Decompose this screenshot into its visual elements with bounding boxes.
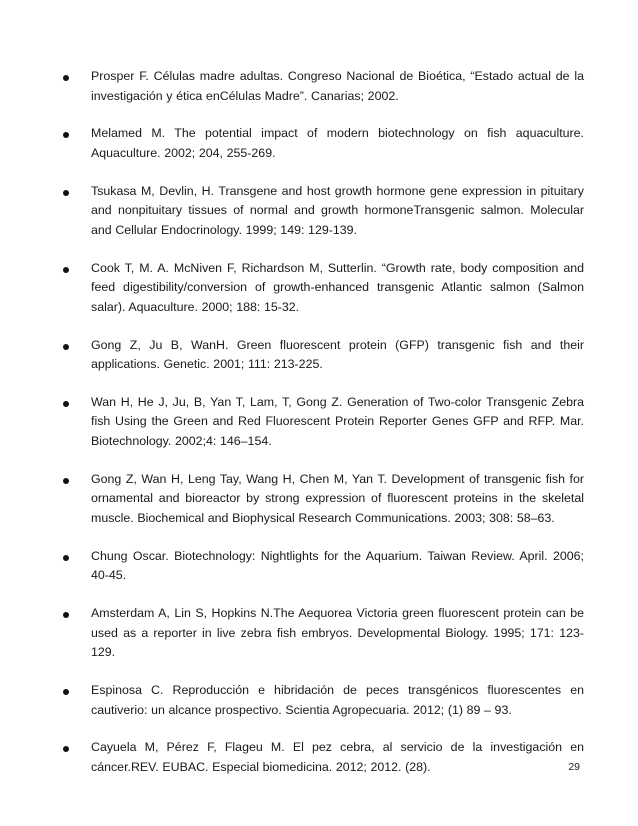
reference-item	[60, 259, 584, 318]
bullet-icon	[63, 75, 69, 81]
reference-item	[60, 393, 584, 452]
bullet-icon	[63, 190, 69, 196]
reference-text: Gong Z, Ju B, WanH. Green fluorescent protein (GFP) transgenic fish and their applications. Genetic. 2001; 111: 213-225.	[91, 337, 584, 372]
reference-text: Prosper F. Células madre adultas. Congreso Nacional de Bioética, “Estado actual de la investigación y ética enCélulas Madre”. Canarias; 2002.	[91, 69, 584, 103]
bullet-icon	[63, 746, 69, 752]
reference-item	[60, 336, 584, 375]
bullet-icon	[63, 344, 69, 350]
reference-text: Amsterdam A, Lin S, Hopkins N.The Aequorea Victoria green fluorescent protein can be used as a reporter in live zebra fish embryos. Developmental Biology. 1995; 171: 123-129.	[91, 606, 584, 660]
bullet-icon	[63, 267, 69, 273]
bullet-icon	[63, 612, 69, 618]
reference-item	[60, 547, 584, 586]
reference-item	[60, 681, 584, 720]
page-number: 29	[568, 761, 580, 773]
reference-item	[60, 182, 584, 241]
bullet-icon	[63, 401, 69, 407]
reference-text: Cayuela M, Pérez F, Flageu M. El pez cebra, al servicio de la investigación en cáncer.REV. EUBAC. Especial biomedicina. 2012; 2012. (28).	[91, 740, 584, 774]
bullet-icon	[63, 132, 69, 138]
bullet-icon	[63, 689, 69, 695]
reference-item	[60, 470, 584, 529]
bullet-icon	[63, 478, 69, 484]
reference-text: Tsukasa M, Devlin, H. Transgene and host growth hormone gene expression in pituitary and nonpituitary tissues of normal and growth hormoneTransgenic salmon. Molecular and Cellular Endocrinology. 1999; 149: 129-139.	[91, 183, 584, 237]
reference-text: Melamed M. The potential impact of modern biotechnology on fish aquaculture. Aquaculture. 2002; 204, 255-269.	[91, 126, 584, 160]
reference-list	[60, 67, 584, 796]
reference-item	[60, 124, 584, 163]
reference-item	[60, 738, 584, 777]
reference-text: Cook T, M. A. McNiven F, Richardson M, Sutterlin. “Growth rate, body composition and feed digestibility/conversion of growth-enhanced transgenic Atlantic salmon (Salmon salar). Aquaculture. 2000; 188: 15-32.	[91, 260, 584, 314]
reference-item	[60, 67, 584, 106]
reference-text: Chung Oscar. Biotechnology: Nightlights for the Aquarium. Taiwan Review. April. 2006; 40-45.	[91, 548, 584, 583]
bullet-icon	[63, 555, 69, 561]
reference-text: Espinosa C. Reproducción e hibridación de peces transgénicos fluorescentes en cautiverio: un alcance prospectivo. Scientia Agropecuaria. 2012; (1) 89 – 93.	[91, 683, 584, 717]
reference-item	[60, 604, 584, 663]
reference-text: Wan H, He J, Ju, B, Yan T, Lam, T, Gong Z. Generation of Two-color Transgenic Zebra fish Using the Green and Red Fluorescent Protein Reporter Genes GFP and RFP. Mar. Biotechnology. 2002;4: 146–154.	[91, 394, 584, 448]
reference-text: Gong Z, Wan H, Leng Tay, Wang H, Chen M, Yan T. Development of transgenic fish for ornamental and bioreactor by strong expression of fluorescent proteins in the skeletal muscle. Biochemical and Biophysical Research Communications. 2003; 308: 58–63.	[91, 471, 584, 525]
